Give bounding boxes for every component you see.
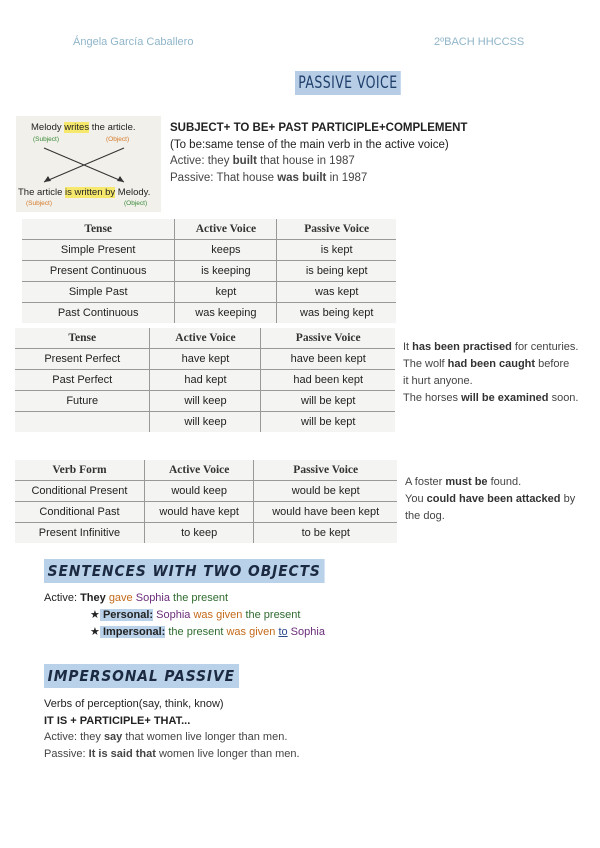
impersonal-verbs: Verbs of perception(say, think, know) [44,698,224,710]
table-cell: have kept [150,349,261,370]
passive-formula: SUBJECT+ TO BE+ PAST PARTICIPLE+COMPLEMENT [170,122,468,134]
table-cell: will be kept [261,412,395,433]
table-cell: Present Perfect [15,349,150,370]
table-cell: Past Perfect [15,370,150,391]
table-row [15,391,395,412]
column-header: Tense [15,328,150,349]
table-cell: was kept [277,282,396,303]
table-cell: will keep [150,412,261,433]
table-cell: Conditional Present [15,481,144,502]
column-header: Passive Voice [261,328,395,349]
table-row [15,349,395,370]
table-cell: Present Continuous [22,261,175,282]
author-name: Ángela García Caballero [73,36,194,48]
two-objects-impersonal: ★ Impersonal: the present was given to Sophia [90,626,325,638]
star-icon: ★ [90,609,100,621]
table-cell: Future [15,391,150,412]
formula-note: (To be:same tense of the main verb in the active voice) [170,139,449,151]
course-label: 2ºBACH HHCCSS [434,36,525,48]
column-header: Active Voice [150,328,261,349]
page-title: PASSIVE VOICE [295,71,401,95]
two-objects-active: Active: They gave Sophia the present [44,592,229,604]
example-line: It has been practised for centuries. [403,341,579,353]
table-cell: is keeping [175,261,277,282]
table-row [22,240,396,261]
table-cell: to be kept [254,523,397,544]
column-header: Tense [22,219,175,240]
column-header: Active Voice [175,219,277,240]
table-cell: is kept [277,240,396,261]
example-line: it hurt anyone. [403,375,473,387]
table-cell: have been kept [261,349,395,370]
column-header: Passive Voice [277,219,396,240]
table-cell: would have been kept [254,502,397,523]
table-cell: will keep [150,391,261,412]
example-line: A foster must be found. [405,476,522,488]
table-cell: Present Infinitive [15,523,144,544]
table-cell: keeps [175,240,277,261]
diagram-passive-sentence: The article is written by Melody. [18,187,151,198]
tense-table-simple [22,219,396,323]
diagram-active-sentence: Melody writes the article. [31,122,136,133]
diagram-object-tag: (Object) [124,200,148,207]
impersonal-active: Active: they say that women live longer than men. [44,731,288,743]
table-row [15,370,395,391]
table-row [15,412,395,433]
section-heading-impersonal: IMPERSONAL PASSIVE [44,664,239,688]
two-objects-personal: ★ Personal: Sophia was given the present [90,609,301,621]
perfect-examples [403,339,578,407]
rule-passive-example: Passive: That house was built in 1987 [170,172,368,184]
impersonal-passive: Passive: It is said that women live longer than men. [44,748,300,760]
table-cell: Simple Present [22,240,175,261]
table-cell: would keep [144,481,254,502]
active-passive-diagram [16,116,161,212]
modal-examples [405,474,575,525]
table-cell: would be kept [254,481,397,502]
table-cell: is being kept [277,261,396,282]
impersonal-formula: IT IS + PARTICIPLE+ THAT... [44,715,191,727]
table-cell: would have kept [144,502,254,523]
table-cell: will be kept [261,391,395,412]
table-row [22,282,396,303]
table-row [22,261,396,282]
table-cell: was keeping [175,303,277,324]
table-cell: Conditional Past [15,502,144,523]
section-heading-two-objects: SENTENCES WITH TWO OBJECTS [44,559,324,583]
tense-table-perfect [15,328,395,432]
table-cell: was being kept [277,303,396,324]
table-row [15,523,397,544]
column-header: Passive Voice [254,460,397,481]
example-line: the dog. [405,510,445,522]
example-line: The horses will be examined soon. [403,392,579,404]
table-row [22,303,396,324]
rule-active-example: Active: they built that house in 1987 [170,155,355,167]
table-cell [15,412,150,433]
diagram-subject-tag: (Subject) [26,200,53,207]
table-cell: kept [175,282,277,303]
table-cell: Past Continuous [22,303,175,324]
table-row [15,481,397,502]
example-line: The wolf had been caught before [403,358,570,370]
diagram-object-tag: (Object) [106,136,130,143]
verb-form-table [15,460,397,543]
diagram-subject-tag: (Subject) [33,136,60,143]
table-cell: had kept [150,370,261,391]
table-cell: Simple Past [22,282,175,303]
star-icon: ★ [90,626,100,638]
column-header: Verb Form [15,460,144,481]
column-header: Active Voice [144,460,254,481]
table-row [15,502,397,523]
table-cell: had been kept [261,370,395,391]
example-line: You could have been attacked by [405,493,576,505]
table-cell: to keep [144,523,254,544]
